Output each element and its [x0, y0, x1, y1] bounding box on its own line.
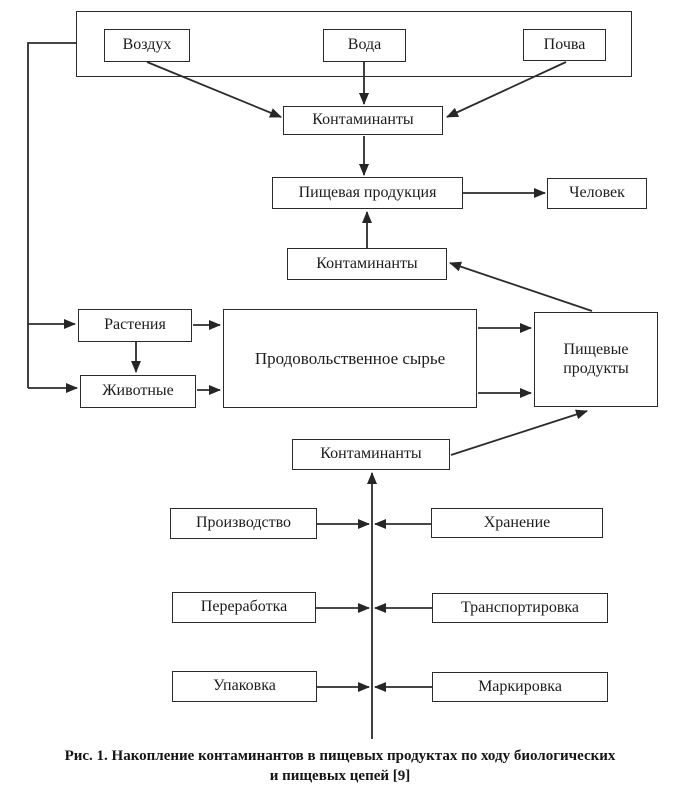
edge-foodproducts-contaminantsmiddle	[450, 263, 592, 311]
node-production	[170, 508, 317, 539]
node-transportation	[432, 593, 608, 623]
node-contaminants-upper-label: Контаминанты	[312, 111, 414, 129]
node-production-label: Производство	[195, 514, 292, 532]
node-soil-label: Почва	[543, 35, 586, 53]
figure-caption-line2: и пищевых цепей [9]	[269, 768, 411, 784]
node-human-label: Человек	[569, 184, 625, 202]
node-packaging	[172, 671, 317, 702]
node-contaminants-middle-label: Контаминанты	[316, 254, 418, 272]
node-packaging-label: Упаковка	[213, 677, 276, 695]
node-contaminants-middle	[287, 248, 447, 280]
node-raw-materials	[223, 309, 477, 408]
node-water	[323, 29, 406, 62]
node-raw-materials-label: Продовольственное сырье	[254, 348, 446, 368]
node-food-production-label: Пищевая продукция	[298, 183, 437, 201]
edge-environment-loop	[28, 43, 76, 388]
node-plants-label: Растения	[104, 316, 166, 334]
node-contaminants-lower-label: Контаминанты	[320, 445, 422, 463]
node-marking	[432, 672, 608, 702]
node-food-production	[272, 177, 463, 209]
node-animals	[80, 375, 196, 408]
node-marking-label: Маркировка	[478, 677, 562, 695]
node-contaminants-lower	[292, 439, 450, 470]
figure-caption-line1: Рис. 1. Накопление контаминантов в пищевых продуктах по ходу биологических	[64, 748, 616, 764]
node-food-products-label: Пищевые продукты	[563, 341, 629, 377]
node-water-label: Вода	[347, 36, 382, 54]
node-plants	[78, 309, 192, 342]
node-animals-label: Животные	[102, 382, 174, 400]
node-air	[104, 29, 190, 62]
node-human	[547, 178, 647, 209]
node-air-label: Воздух	[122, 36, 172, 54]
node-contaminants-upper	[283, 106, 443, 135]
node-processing	[172, 592, 316, 623]
node-storage	[431, 508, 603, 538]
node-soil	[523, 29, 606, 61]
node-storage-label: Хранение	[483, 513, 551, 531]
figure-caption	[0, 746, 680, 786]
node-food-products	[534, 312, 658, 407]
edge-contaminantslower-foodproducts	[451, 411, 587, 455]
node-transportation-label: Транспортировка	[460, 598, 580, 616]
node-processing-label: Переработка	[200, 598, 288, 616]
